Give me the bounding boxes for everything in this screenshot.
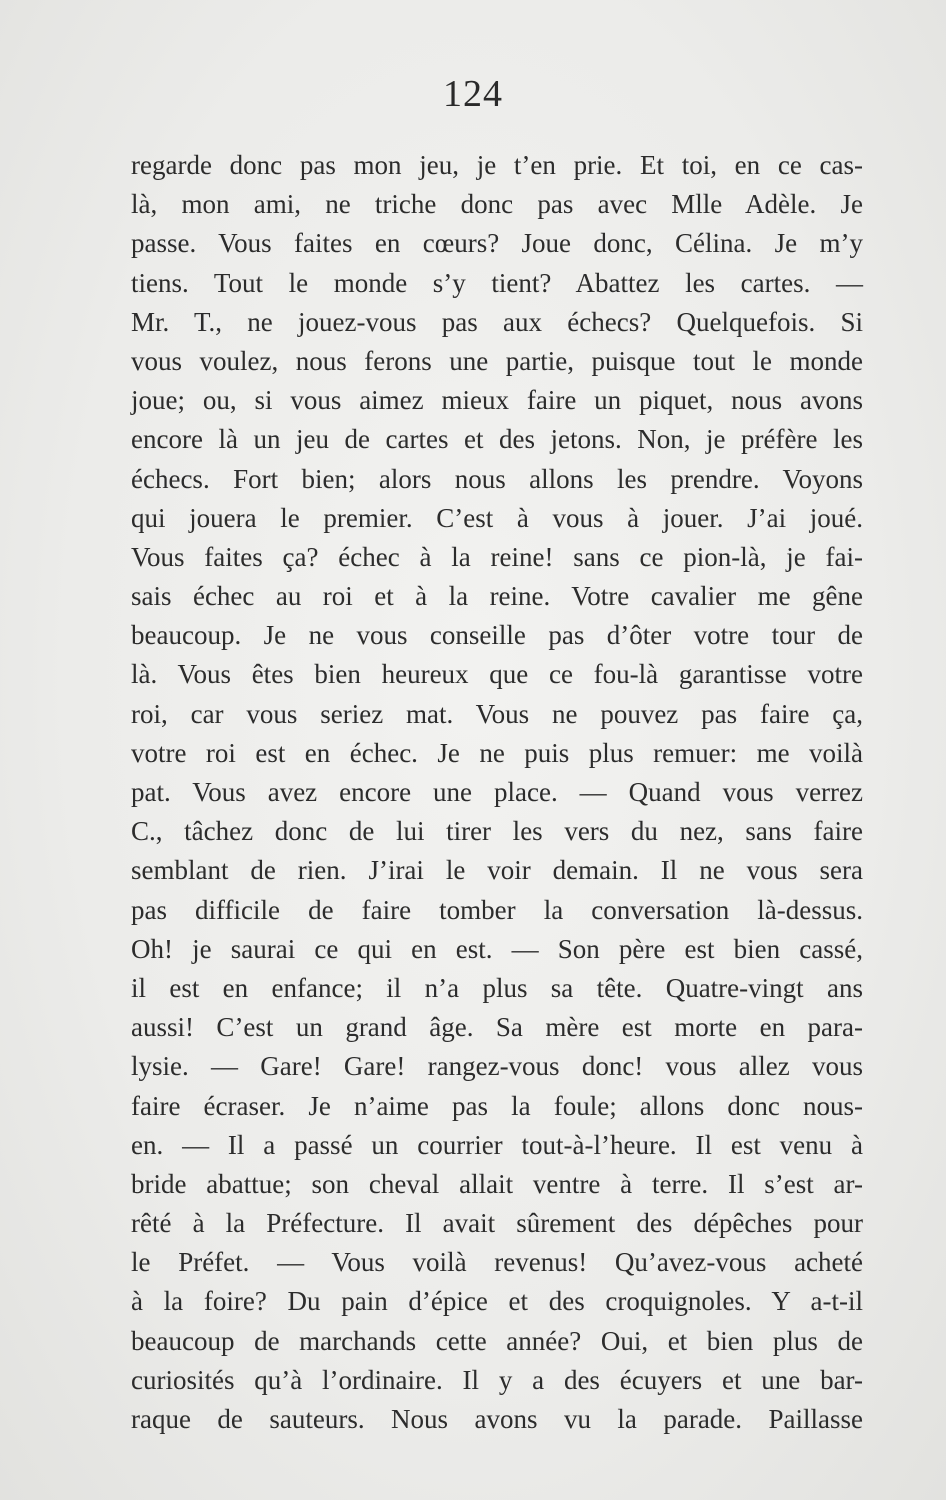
text-line: là. Vous êtes bien heureux que ce fou-là garantisse votre [131, 659, 863, 690]
text-line: Oh! je saurai ce qui en est. — Son père est bien cassé, [131, 933, 863, 964]
text-line: passe. Vous faites en cœurs? Joue donc, Célina. Je m’y [131, 228, 863, 259]
text-line: roi, car vous seriez mat. Vous ne pouvez pas faire ça, [131, 698, 863, 729]
text-line: C., tâchez donc de lui tirer les vers du nez, sans faire [131, 816, 863, 847]
body-text [131, 146, 863, 1439]
text-line: qui jouera le premier. C’est à vous à jouer. J’ai joué. [131, 502, 863, 533]
text-line: regarde donc pas mon jeu, je t’en prie. Et toi, en ce cas- [131, 150, 863, 180]
text-line: beaucoup de marchands cette année? Oui, et bien plus de [131, 1325, 863, 1356]
text-line: tiens. Tout le monde s’y tient? Abattez les cartes. — [131, 267, 863, 298]
text-line: faire écraser. Je n’aime pas la foule; allons donc nous- [131, 1090, 863, 1121]
text-line: encore là un jeu de cartes et des jetons. Non, je préfère les [131, 424, 863, 455]
text-line: à la foire? Du pain d’épice et des croquignoles. Y a-t-il [131, 1286, 863, 1317]
text-line: bride abattue; son cheval allait ventre à terre. Il s’est ar- [131, 1168, 863, 1199]
text-line: le Préfet. — Vous voilà revenus! Qu’avez-vous acheté [131, 1247, 863, 1278]
text-line: rêté à la Préfecture. Il avait sûrement des dépêches pour [131, 1208, 863, 1239]
text-line: curiosités qu’à l’ordinaire. Il y a des écuyers et une bar- [131, 1364, 863, 1395]
text-line: pas difficile de faire tomber la conversation là-dessus. [131, 894, 863, 925]
text-line: là, mon ami, ne triche donc pas avec Mlle Adèle. Je [131, 189, 863, 220]
text-line: Mr. T., ne jouez-vous pas aux échecs? Quelquefois. Si [131, 306, 863, 337]
text-line: en. — Il a passé un courrier tout-à-l’heure. Il est venu à [131, 1129, 863, 1160]
text-line: semblant de rien. J’irai le voir demain. Il ne vous sera [131, 855, 863, 886]
text-line: vous voulez, nous ferons une partie, puisque tout le monde [131, 345, 863, 376]
text-line: Vous faites ça? échec à la reine! sans ce pion-là, je fai- [131, 541, 863, 572]
text-line: aussi! C’est un grand âge. Sa mère est morte en para- [131, 1012, 863, 1043]
text-line: il est en enfance; il n’a plus sa tête. Quatre-vingt ans [131, 972, 863, 1003]
text-line: raque de sauteurs. Nous avons vu la parade. Paillasse [131, 1404, 863, 1434]
text-line: sais échec au roi et à la reine. Votre cavalier me gêne [131, 581, 863, 612]
page-number: 124 [443, 73, 503, 115]
text-line: beaucoup. Je ne vous conseille pas d’ôter votre tour de [131, 620, 863, 651]
text-line: joue; ou, si vous aimez mieux faire un piquet, nous avons [131, 385, 863, 416]
text-line: votre roi est en échec. Je ne puis plus remuer: me voilà [131, 737, 863, 768]
text-line: lysie. — Gare! Gare! rangez-vous donc! vous allez vous [131, 1051, 863, 1082]
text-line: échecs. Fort bien; alors nous allons les prendre. Voyons [131, 463, 863, 494]
text-line: pat. Vous avez encore une place. — Quand vous verrez [131, 777, 863, 807]
